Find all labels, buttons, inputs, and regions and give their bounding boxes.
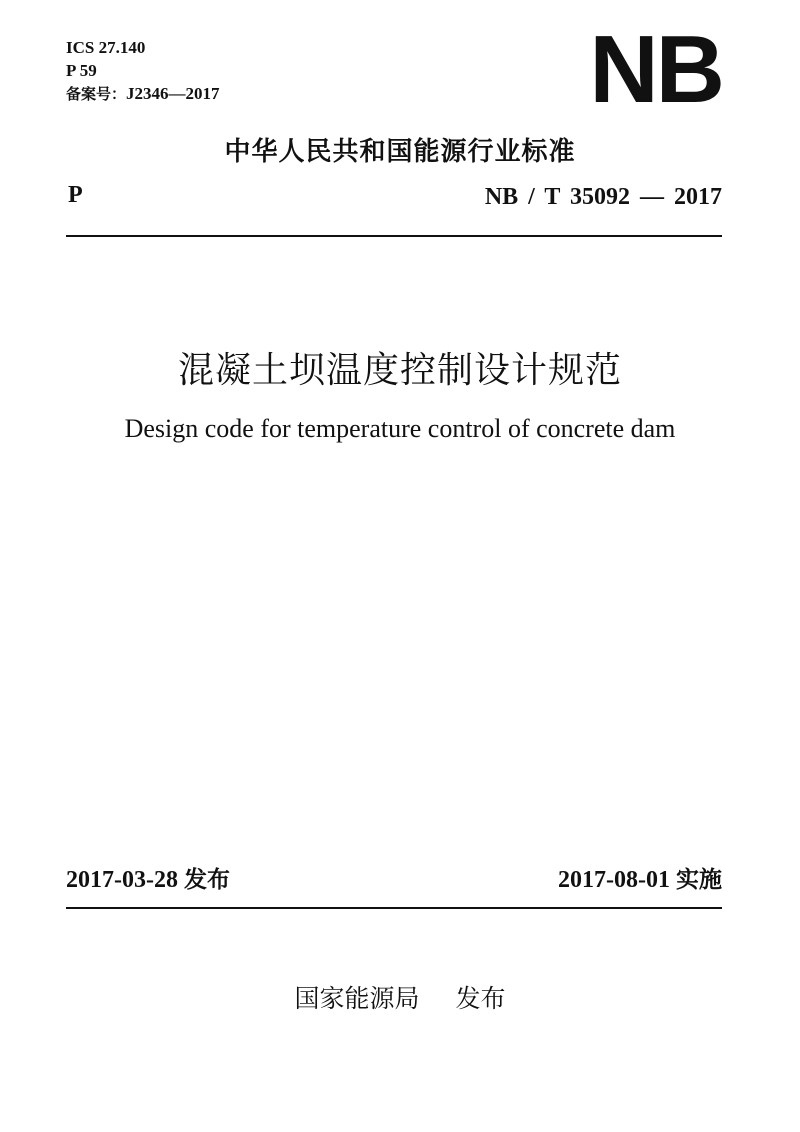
document-title-chinese: 混凝土坝温度控制设计规范 xyxy=(177,350,622,391)
issue-date-line xyxy=(66,861,230,894)
nb-logo: NB xyxy=(589,16,722,123)
implementation-date-line xyxy=(558,861,722,894)
standard-number: NB / T 35092 — 2017 xyxy=(484,184,722,210)
issuer-label: 发布 xyxy=(455,984,506,1013)
class-code: P 59 xyxy=(66,61,97,80)
implementation-label: 实施 xyxy=(676,867,722,893)
document-metadata xyxy=(66,36,220,105)
filing-number: J2346—2017 xyxy=(126,84,220,103)
bottom-divider xyxy=(66,907,722,909)
issue-date: 2017-03-28 xyxy=(66,867,178,893)
document-title-english: Design code for temperature control of concrete dam xyxy=(124,414,676,443)
implementation-date: 2017-08-01 xyxy=(558,867,670,893)
classification-code: P xyxy=(68,182,83,208)
ics-code: ICS 27.140 xyxy=(66,38,146,57)
filing-line xyxy=(66,82,220,105)
standard-category: 中华人民共和国能源行业标准 xyxy=(224,137,576,167)
top-divider xyxy=(66,235,722,237)
issuer-name: 国家能源局 xyxy=(294,984,420,1013)
filing-label: 备案号： xyxy=(66,85,127,103)
issuing-authority xyxy=(0,979,800,1015)
issue-label: 发布 xyxy=(183,867,230,893)
